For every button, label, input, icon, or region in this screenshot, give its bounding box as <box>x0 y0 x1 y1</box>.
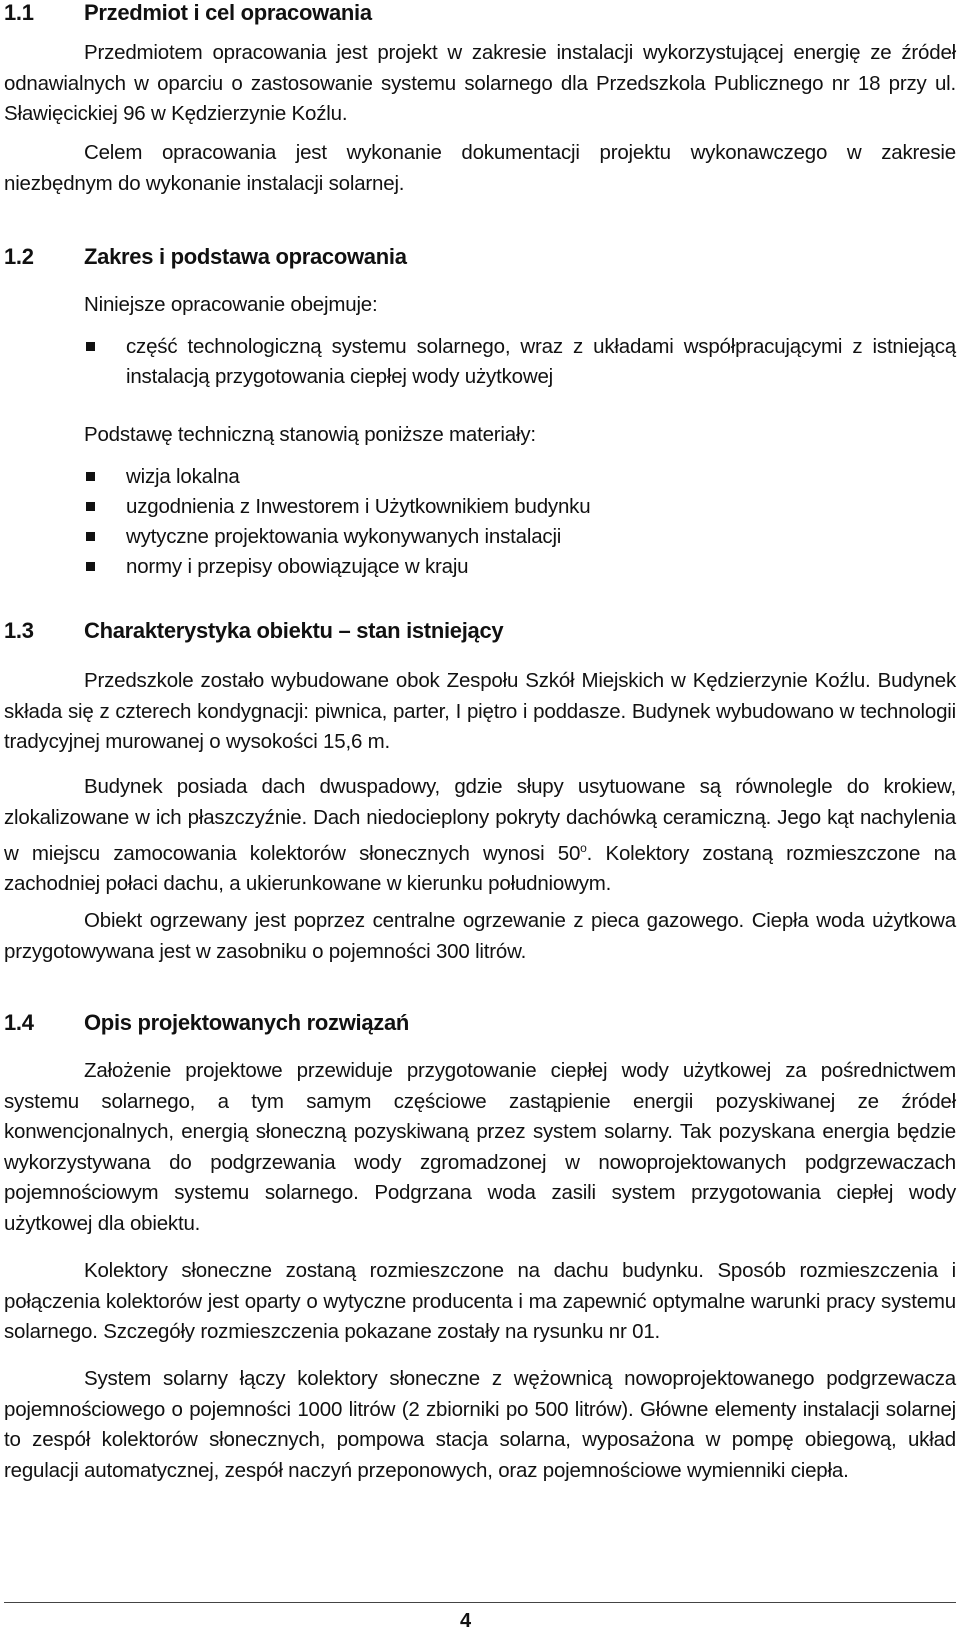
list-item-text: wytyczne projektowania wykonywanych instalacji <box>126 525 562 548</box>
section-number: 1.3 <box>4 618 34 643</box>
section-heading <box>4 618 503 644</box>
paragraph: Celem opracowania jest wykonanie dokumentacji projektu wykonawczego w zakresie niezbędnym do wykonanie instalacji solarnej. <box>4 141 956 195</box>
square-bullet-icon <box>86 342 95 351</box>
list-item-text: część technologiczną systemu solarnego, wraz z układami współpracującymi z istniejącą instalacją przygotowania ciepłej wody użytkowej <box>126 335 956 388</box>
list-item-text: uzgodnienia z Inwestorem i Użytkownikiem budynku <box>126 495 591 518</box>
bullet-list <box>84 462 956 582</box>
paragraph-text: . Kolektory zostaną rozmieszczone na zachodniej połaci dachu, a ukierunkowane w kierunku południowym. <box>4 841 956 896</box>
section-title: Charakterystyka obiektu – stan istniejący <box>84 618 504 643</box>
section-title: Zakres i podstawa opracowania <box>84 244 407 269</box>
list-item <box>84 462 956 492</box>
section-title: Przedmiot i cel opracowania <box>84 0 372 25</box>
section-heading <box>4 244 407 270</box>
page-number: 4 <box>460 1610 472 1632</box>
section-title: Opis projektowanych rozwiązań <box>84 1010 410 1035</box>
section-number: 1.2 <box>4 244 34 269</box>
section-number: 1.1 <box>4 0 34 25</box>
list-item <box>84 552 956 582</box>
paragraph: Podstawę techniczną stanowią poniższe materiały: <box>84 423 536 446</box>
paragraph-text: Budynek posiada dach dwuspadowy, gdzie słupy usytuowane są równolegle do krokiew, zlokalizowane w ich płaszczyźnie. Dach niedocieplony pokryty dachówką ceramiczną. Jego kąt nachylenia w miejscu zamocowania kolektorów słonecznych wynosi 50 <box>4 775 956 865</box>
paragraph: Przedszkole zostało wybudowane obok Zespołu Szkół Miejskich w Kędzierzynie Koźlu. Budynek składa się z czterech kondygnacji: piwnica, parter, I piętro i poddasze. Budynek wybudowano w technologii tradycyjnej murowanej o wysokości 15,6 m. <box>4 669 956 753</box>
square-bullet-icon <box>86 502 95 511</box>
paragraph: Założenie projektowe przewiduje przygotowanie ciepłej wody użytkowej za pośrednictwem systemu solarnego, a tym samym częściowe zastąpienie energii pozyskiwanej ze źródeł konwencjonalnych, energią słoneczną pozyskiwaną przez system solarny. Tak pozyskana energia będzie wykorzystywana do podgrzewania wody zgromadzonej w nowoprojektowanych podgrzewaczach pojemnościowym systemu solarnego. Podgrzana woda zasili system przygotowania ciepłej wody użytkowej dla obiektu. <box>4 1059 956 1235</box>
degree-mark: o <box>580 841 587 855</box>
square-bullet-icon <box>86 472 95 481</box>
section-number: 1.4 <box>4 1010 34 1035</box>
bullet-list <box>84 332 956 392</box>
paragraph: Przedmiotem opracowania jest projekt w zakresie instalacji wykorzystującej energię ze źródeł odnawialnych w oparciu o zastosowanie systemu solarnego dla Przedszkola Publicznego nr 18 przy ul. Sławięcickiej 96 w Kędzierzynie Koźlu. <box>4 41 956 125</box>
square-bullet-icon <box>86 532 95 541</box>
paragraph: Obiekt ogrzewany jest poprzez centralne ogrzewanie z pieca gazowego. Ciepła woda użytkowa przygotowywana jest w zasobniku o pojemności 300 litrów. <box>4 909 956 963</box>
footer-divider <box>4 1602 956 1603</box>
paragraph: Kolektory słoneczne zostaną rozmieszczone na dachu budynku. Sposób rozmieszczenia i połączenia kolektorów jest oparty o wytyczne producenta i ma zapewnić optymalne warunki pracy systemu solarnego. Szczegóły rozmieszczenia pokazane zostały na rysunku nr 01. <box>4 1259 956 1343</box>
paragraph: System solarny łączy kolektory słoneczne z wężownicą nowoprojektowanego podgrzewacza pojemnościowego o pojemności 1000 litrów (2 zbiorniki po 500 litrów). Główne elementy instalacji solarnej to zespół kolektorów słonecznych, pompowa stacja solarna, wyposażona w pompę obiegową, układ regulacji automatycznej, zespół naczyń przeponowych, oraz pojemnościowe wymienniki ciepła. <box>4 1367 956 1482</box>
section-heading <box>4 1010 409 1036</box>
paragraph: Niniejsze opracowanie obejmuje: <box>84 293 378 316</box>
square-bullet-icon <box>86 562 95 571</box>
list-item <box>84 492 956 522</box>
list-item-text: normy i przepisy obowiązujące w kraju <box>126 555 469 578</box>
list-item <box>84 522 956 552</box>
list-item-text: wizja lokalna <box>126 465 240 488</box>
list-item <box>84 332 956 392</box>
paragraph <box>4 772 956 900</box>
section-heading <box>4 0 372 26</box>
